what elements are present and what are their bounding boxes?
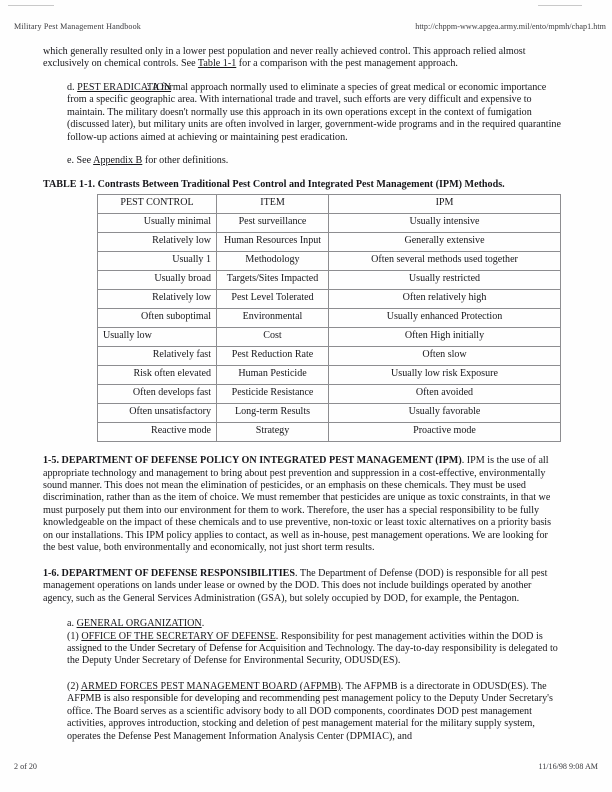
cell-item: Pest Level Tolerated: [217, 290, 329, 309]
subsection-1: [43, 631, 562, 668]
cell-pest-control: Reactive mode: [98, 423, 217, 442]
table-row: [98, 309, 561, 328]
cell-ipm: Proactive mode: [329, 423, 561, 442]
section-1-5-text: . IPM is the use of all appropriate technology and management to bring about pest prevention and suppression in a cost-effective, environmentally sound manner. This does not mean the elimination of pesticides, or an emphasis on these chemicals. They must be used discrimination, rather than as the item of choice. We must remember that pesticides are unique as toxic constraints, in that we must purposely put them into our environment for them to work. Therefore, the user has a special responsibility to be fully knowledgeable on the impact of these chemicals and to use preventive, non-toxic or least toxic alternatives on a priority basis on our installations. This IPM policy applies to contact, as well as in-house, pest management operations. We are looking for the best value, both environmentally and economically, not just short term results.: [43, 455, 552, 554]
subsection-2-heading: ARMED FORCES PEST MANAGEMENT BOARD (AFPMB): [80, 680, 341, 692]
cell-item: Human Resources Input: [217, 233, 329, 252]
subsection-a-marker: a.: [67, 618, 77, 630]
cell-item: Cost: [217, 328, 329, 347]
cell-ipm: Often several methods used together: [329, 252, 561, 271]
subsection-2-marker: (2): [67, 680, 81, 692]
table-row: [98, 252, 561, 271]
table-row: [98, 328, 561, 347]
column-header-ipm: IPM: [329, 195, 561, 214]
cell-ipm: Generally extensive: [329, 233, 561, 252]
cell-pest-control: Relatively low: [98, 290, 217, 309]
cell-item: Environmental: [217, 309, 329, 328]
cell-item: Human Pesticide: [217, 366, 329, 385]
item-e-marker: e. See: [67, 155, 94, 167]
subsection-a-heading: GENERAL ORGANIZATION: [76, 618, 202, 630]
subsection-a-text: .: [201, 618, 205, 630]
subsection-2-text: . The AFPMB is a directorate in ODUSD(ES). The AFPMB is also responsible for developing and recommending pest management policy to the Deputy Under Secretary's office. The Board serves as a scientific advisory body to all DOD components, coordinates DOD pest management activities, approves introduction, stocking and deletion of pest management material for the military supply system, operates the Defense Pest Management Information Analysis Center (DPMIAC), and: [67, 680, 553, 742]
table-row: [98, 290, 561, 309]
cell-pest-control: Risk often elevated: [98, 366, 217, 385]
cell-ipm: Usually intensive: [329, 214, 561, 233]
subsection-1-marker: (1): [67, 630, 82, 642]
cell-ipm: Usually restricted: [329, 271, 561, 290]
cell-pest-control: Often unsatisfactory: [98, 404, 217, 423]
subsection-2: [43, 681, 562, 743]
item-d-heading: PEST ERADICATION: [77, 81, 172, 93]
table-cross-reference-link[interactable]: Table 1-1: [197, 58, 237, 70]
cell-pest-control: Usually low: [98, 328, 217, 347]
table-row: [98, 271, 561, 290]
table-body: [98, 195, 561, 442]
column-header-pest-control: PEST CONTROL: [98, 195, 217, 214]
continuation-text-end: for a comparison with the pest management approach.: [236, 58, 458, 70]
cell-ipm: Often slow: [329, 347, 561, 366]
appendix-b-link[interactable]: Appendix B: [93, 155, 143, 167]
cell-ipm: Often High initially: [329, 328, 561, 347]
table-caption: TABLE 1-1. Contrasts Between Traditional Pest Control and Integrated Pest Management (IPM) Methods.: [43, 178, 505, 190]
cell-pest-control: Usually minimal: [98, 214, 217, 233]
footer-page-number: 2 of 20: [14, 762, 37, 771]
section-1-6: [43, 568, 562, 605]
cell-item: Methodology: [217, 252, 329, 271]
cell-pest-control: Usually 1: [98, 252, 217, 271]
subsection-1-heading: OFFICE OF THE SECRETARY OF DEFENSE: [81, 630, 276, 642]
column-header-item: ITEM: [217, 195, 329, 214]
running-header: [14, 22, 606, 34]
cell-pest-control: Relatively low: [98, 233, 217, 252]
cell-ipm: Often relatively high: [329, 290, 561, 309]
cell-ipm: Often avoided: [329, 385, 561, 404]
ipm-contrast-table: [97, 194, 561, 442]
table-row: [98, 423, 561, 442]
table-row: [98, 214, 561, 233]
cell-ipm: Usually favorable: [329, 404, 561, 423]
item-d-text: : A formal approach normally used to eliminate a species of great medical or economic importance from a specific geographic area. With international trade and travel, such efforts are very difficult and expensive to maintain. The military doesn't normally use this approach in its own operations except in the context of fumigation (discussed later), but military units are often involved in larger, government-wide programs and in the required quarantine follow-up actions aimed at achieving or maintaining pest eradication.: [67, 81, 561, 143]
continuation-text-start: which generally resulted only in a lower pest population and never really achieved control. This approach relied almost exclusively on chemical controls. See: [43, 46, 526, 70]
table-row: [98, 233, 561, 252]
header-document-title: Military Pest Management Handbook: [14, 22, 142, 31]
page-footer: [14, 762, 598, 774]
item-d-marker: d.: [67, 81, 78, 93]
table-container: [97, 194, 560, 442]
table-row: [98, 404, 561, 423]
table-row: [98, 366, 561, 385]
footer-timestamp: 11/16/98 9:08 AM: [538, 762, 598, 771]
table-row: [98, 385, 561, 404]
table-row: [98, 347, 561, 366]
section-1-5-heading: 1-5. DEPARTMENT OF DEFENSE POLICY ON INTEGRATED PEST MANAGEMENT (IPM): [43, 455, 462, 467]
paragraph-item-d: [43, 82, 562, 144]
cell-pest-control: Relatively fast: [98, 347, 217, 366]
cell-item: Strategy: [217, 423, 329, 442]
cell-pest-control: Usually broad: [98, 271, 217, 290]
cell-pest-control: Often suboptimal: [98, 309, 217, 328]
cell-pest-control: Often develops fast: [98, 385, 217, 404]
subsection-a: [43, 618, 562, 630]
section-1-6-heading: 1-6. DEPARTMENT OF DEFENSE RESPONSIBILITIES: [43, 567, 296, 579]
paragraph-item-e: [43, 155, 562, 167]
scan-artifact-left: [8, 5, 54, 6]
paragraph-continuation: [43, 46, 562, 71]
subsection-1-text: . Responsibility for pest management activities within the DOD is assigned to the Under Secretary of Defense for Acquisition and Technology. The day-to-day responsibility is delegated to the Deputy Under Secretary of Defense for Environmental Security, ODUSD(ES).: [67, 630, 558, 667]
table-header-row: [98, 195, 561, 214]
header-source-url: http://chppm-www.apgea.army.mil/ento/mpmh/chap1.htm: [415, 22, 606, 31]
cell-item: Pesticide Resistance: [217, 385, 329, 404]
cell-ipm: Usually enhanced Protection: [329, 309, 561, 328]
item-e-text: for other definitions.: [142, 155, 229, 167]
cell-item: Pest Reduction Rate: [217, 347, 329, 366]
section-1-6-text: . The Department of Defense (DOD) is responsible for all pest management operations on lands under lease or owned by the DOD. This does not include buildings operated by another agency, such as the General Services Administration (GSA), but solely occupied by DOD, for example, the Pentagon.: [43, 567, 548, 604]
cell-ipm: Usually low risk Exposure: [329, 366, 561, 385]
text-column: [43, 46, 562, 743]
scan-artifact-right: [538, 5, 582, 6]
cell-item: Long-term Results: [217, 404, 329, 423]
cell-item: Targets/Sites Impacted: [217, 271, 329, 290]
section-1-5: [43, 455, 562, 555]
cell-item: Pest surveillance: [217, 214, 329, 233]
